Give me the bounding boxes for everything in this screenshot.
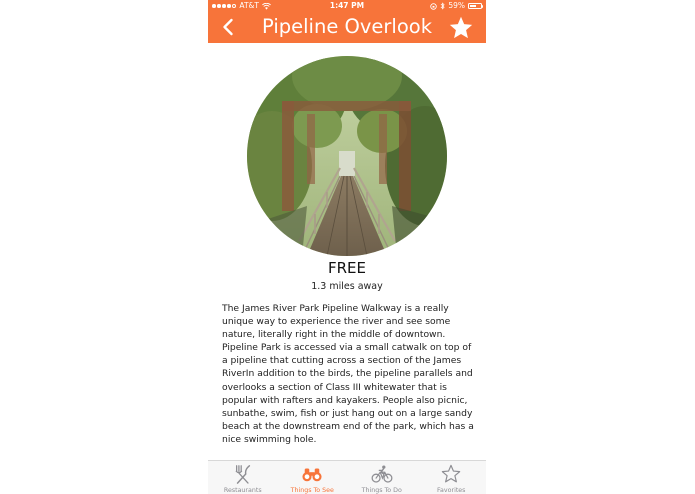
battery-level-fill	[470, 5, 476, 7]
tab-label: Favorites	[437, 487, 466, 494]
tab-favorites[interactable]	[417, 461, 487, 494]
chevron-left-icon	[218, 16, 240, 38]
tab-things-to-do[interactable]	[347, 461, 417, 494]
pipeline-walkway-photo	[247, 56, 447, 256]
phone-screen	[208, 0, 486, 494]
bicycle-icon	[371, 464, 393, 484]
bluetooth-icon	[440, 2, 445, 10]
battery-percent: 59%	[448, 1, 465, 10]
place-description: The James River Park Pipeline Walkway is a really unique way to experience the river and see some nature, literally right in the middle of downtown. Pipeline Park is accessed via a small catwalk on top of a pipeline that cutting across a section of the James RiverIn addition to the birds, the pipeline parallels and overlooks a section of Class III whitewater that is popular with rafters and kayakers. People also picnic, sunbathe, swim, fish or just hang out on a large sandy beach at the downstream end of the park, which has a nice swimming hole.	[222, 303, 474, 445]
carrier-label: AT&T	[239, 1, 259, 10]
page-title: Pipeline Overlook	[262, 15, 432, 38]
distance-label: 1.3 miles away	[311, 281, 383, 292]
status-time: 1:47 PM	[329, 1, 365, 10]
tab-bar	[208, 460, 486, 494]
navigation-bar	[208, 12, 486, 43]
place-photo	[247, 56, 447, 256]
price-label: FREE	[327, 259, 366, 277]
tab-restaurants[interactable]	[208, 461, 278, 494]
battery-icon	[468, 3, 482, 9]
fork-knife-icon	[232, 464, 254, 484]
tab-label: Things To See	[290, 487, 334, 494]
binoculars-icon	[301, 464, 323, 484]
back-button[interactable]	[218, 16, 240, 38]
status-right	[430, 0, 482, 12]
tab-label: Restaurants	[223, 487, 262, 494]
tab-things-to-see[interactable]	[278, 461, 348, 494]
star-icon	[448, 15, 474, 41]
tab-label: Things To Do	[361, 487, 402, 494]
star-outline-icon	[440, 464, 462, 484]
status-bar	[208, 0, 486, 12]
orientation-lock-icon	[430, 3, 437, 10]
favorite-button[interactable]	[448, 15, 474, 41]
